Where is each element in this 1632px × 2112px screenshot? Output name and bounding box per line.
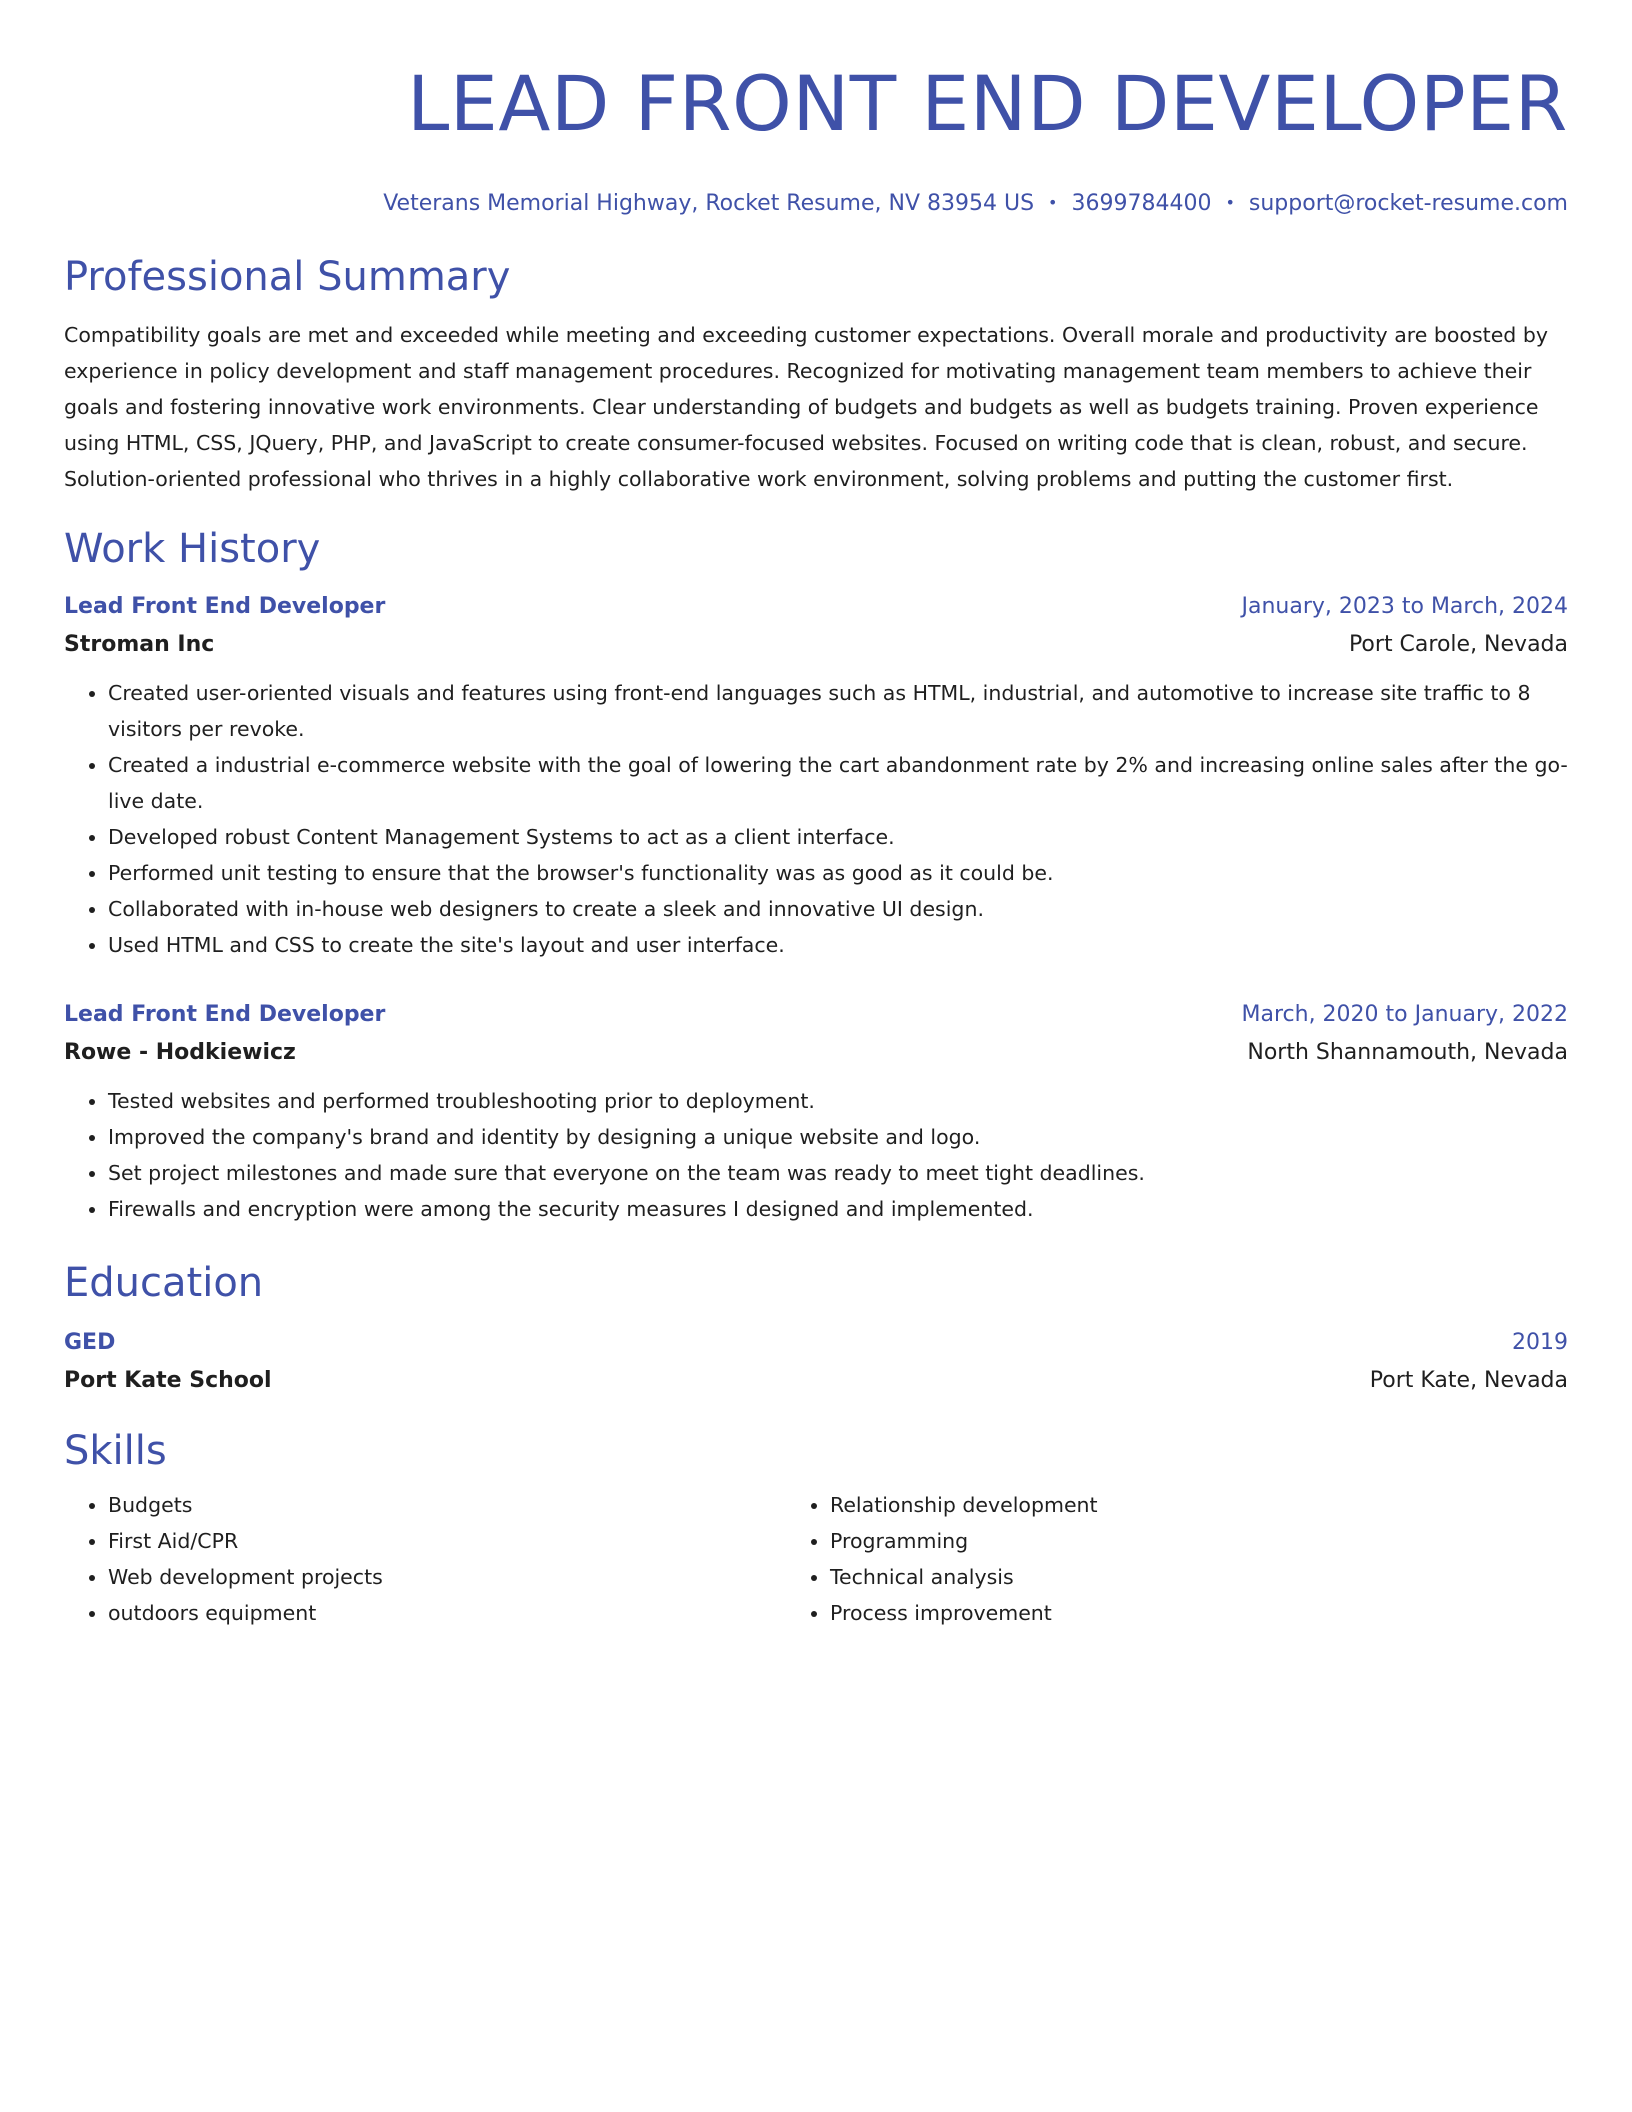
job-bullets bbox=[64, 675, 1568, 963]
contact-phone: 3699784400 bbox=[1071, 191, 1212, 216]
education-location: Port Kate, Nevada bbox=[1369, 1368, 1568, 1393]
job-company: Stroman Inc bbox=[64, 632, 215, 657]
skills-list bbox=[64, 1487, 1568, 1631]
skill-item: • Programming bbox=[830, 1523, 1454, 1559]
section-title-work-history: Work History bbox=[64, 526, 321, 572]
job-entry bbox=[64, 589, 1568, 963]
section-title-education: Education bbox=[64, 1260, 264, 1306]
education-entry bbox=[64, 1325, 1568, 1401]
job-bullet: • Set project milestones and made sure that everyone on the team was ready to meet tight deadlines. bbox=[108, 1155, 1568, 1191]
skills-column-right bbox=[754, 1487, 1454, 1631]
job-bullet: • Improved the company's brand and identity by designing a unique website and logo. bbox=[108, 1119, 1568, 1155]
job-role: Lead Front End Developer bbox=[64, 1002, 386, 1027]
job-bullets bbox=[64, 1083, 1568, 1227]
contact-address: Veterans Memorial Highway, Rocket Resume, NV 83954 US bbox=[383, 191, 1035, 216]
job-bullet: • Developed robust Content Management Systems to act as a client interface. bbox=[108, 819, 1568, 855]
job-location: Port Carole, Nevada bbox=[1348, 632, 1568, 657]
job-bullet: • Performed unit testing to ensure that the browser's functionality was as good as it could be. bbox=[108, 855, 1568, 891]
skill-item: • Technical analysis bbox=[830, 1559, 1454, 1595]
skill-item: • Web development projects bbox=[108, 1559, 754, 1595]
job-bullet: • Created user-oriented visuals and features using front-end languages such as HTML, industrial, and automotive to increase site traffic to 8 visitors per revoke. bbox=[108, 675, 1568, 747]
job-header-row bbox=[64, 997, 1568, 1033]
skill-item: • Relationship development bbox=[830, 1487, 1454, 1523]
resume-header bbox=[64, 0, 1568, 219]
job-company-row bbox=[64, 1033, 1568, 1073]
job-role: Lead Front End Developer bbox=[64, 594, 386, 619]
education-degree: GED bbox=[64, 1330, 116, 1355]
education-school: Port Kate School bbox=[64, 1368, 272, 1393]
contact-separator: • bbox=[1048, 193, 1058, 212]
education-school-row bbox=[64, 1361, 1568, 1401]
skill-item: • outdoors equipment bbox=[108, 1595, 754, 1631]
job-dates: January, 2023 to March, 2024 bbox=[1241, 594, 1568, 619]
job-bullet: • Collaborated with in-house web designers to create a sleek and innovative UI design. bbox=[108, 891, 1568, 927]
skill-item: • Process improvement bbox=[830, 1595, 1454, 1631]
contact-line bbox=[64, 188, 1568, 219]
job-bullet: • Created a industrial e-commerce website with the goal of lowering the cart abandonment rate by 2% and increasing online sales after the go-live date. bbox=[108, 747, 1568, 819]
job-header-row bbox=[64, 589, 1568, 625]
skills-column-left bbox=[64, 1487, 754, 1631]
section-title-skills: Skills bbox=[64, 1428, 167, 1474]
job-bullet: • Used HTML and CSS to create the site's layout and user interface. bbox=[108, 927, 1568, 963]
section-title-summary: Professional Summary bbox=[64, 254, 511, 300]
job-company: Rowe - Hodkiewicz bbox=[64, 1040, 296, 1065]
summary-text: Compatibility goals are met and exceeded while meeting and exceeding customer expectations. Overall morale and productivity are boosted by experience in policy development and staff management procedures. Recognized for motivating management team members to achieve their goals and fostering innovative work environments. Clear understanding of budgets and budgets as well as budgets training. Proven experience using HTML, CSS, JQuery, PHP, and JavaScript to create consumer-focused websites. Focused on writing code that is clean, robust, and secure. Solution-oriented professional who thrives in a highly collaborative work environment, solving problems and putting the customer first. bbox=[64, 323, 1548, 491]
job-entry bbox=[64, 997, 1568, 1227]
job-bullet: • Tested websites and performed troubleshooting prior to deployment. bbox=[108, 1083, 1568, 1119]
skill-item: • First Aid/CPR bbox=[108, 1523, 754, 1559]
education-header-row bbox=[64, 1325, 1568, 1361]
job-dates: March, 2020 to January, 2022 bbox=[1241, 1002, 1568, 1027]
job-location: North Shannamouth, Nevada bbox=[1247, 1040, 1568, 1065]
skill-item: • Budgets bbox=[108, 1487, 754, 1523]
job-bullet: • Firewalls and encryption were among the security measures I designed and implemented. bbox=[108, 1191, 1568, 1227]
contact-email: support@rocket-resume.com bbox=[1248, 191, 1568, 216]
education-year: 2019 bbox=[1512, 1330, 1568, 1355]
candidate-title: LEAD FRONT END DEVELOPER bbox=[406, 59, 1568, 148]
contact-separator: • bbox=[1225, 193, 1235, 212]
job-company-row bbox=[64, 625, 1568, 665]
